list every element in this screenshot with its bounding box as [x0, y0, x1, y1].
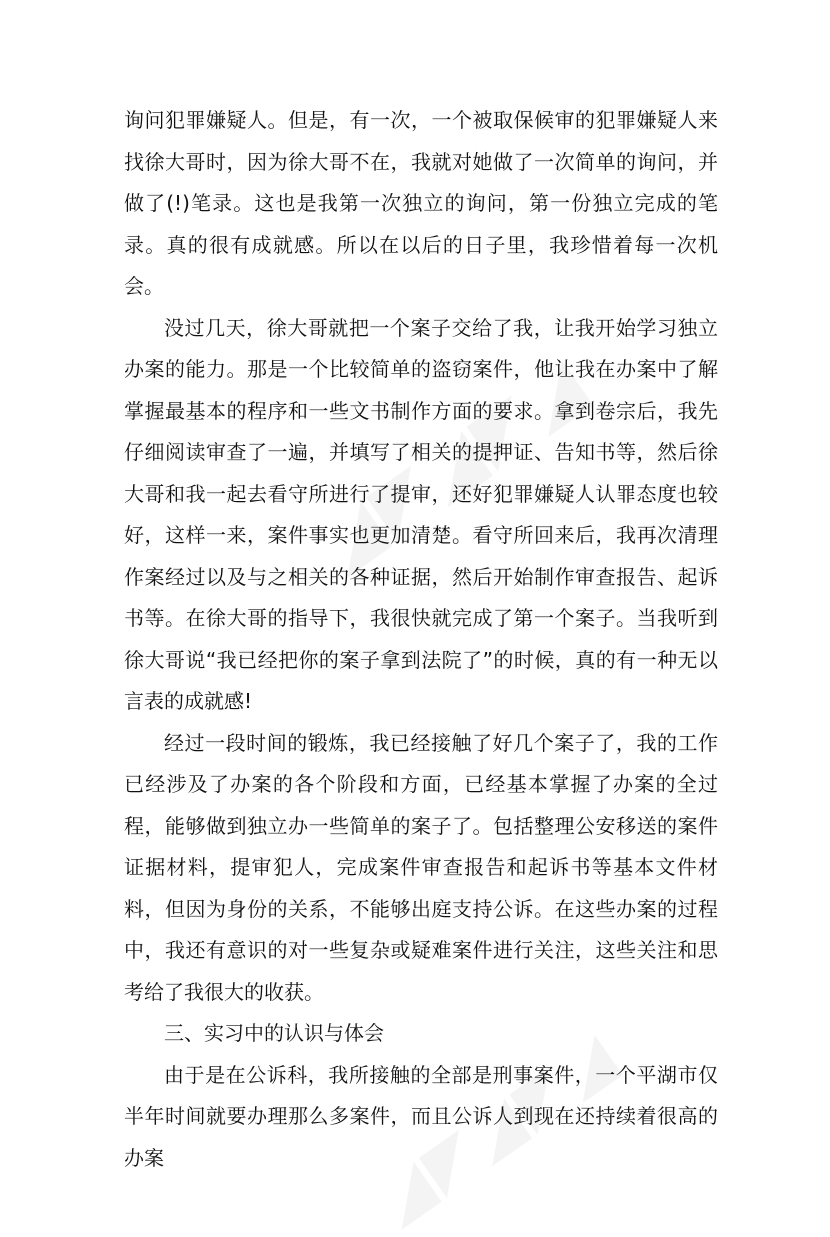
section-heading: 三、实习中的认识与体会 [164, 1021, 384, 1045]
paragraph-experience: 经过一段时间的锻炼，我已经接触了好几个案子了，我的工作已经涉及了办案的各个阶段和方面，已经基本掌握了办案的全过程，能够做到独立办一些简单的案子了。包括整理公安移送的案件证据材料，提审犯人，完成案件审查报告和起诉书等基本文件材料，但因为身份的关系，不能够出庭支持公诉。在这些办案的过程中，我还有意识的对一些复杂或疑难案件进行关注，这些关注和思考给了我很大的收获。 [124, 730, 718, 1004]
paragraph-continuation: 询问犯罪嫌疑人。但是，有一次，一个被取保候审的犯罪嫌疑人来找徐大哥时，因为徐大哥不在，我就对她做了一次简单的询问，并做了(!)笔录。这也是我第一次独立的询问，第一份独立完成的笔录。真的很有成就感。所以在以后的日子里，我珍惜着每一次机会。 [124, 108, 718, 298]
paragraph-first-case: 没过几天，徐大哥就把一个案子交给了我，让我开始学习独立办案的能力。那是一个比较简单的盗窃案件，他让我在办案中了解掌握最基本的程序和一些文书制作方面的要求。拿到卷宗后，我先仔细阅读审查了一遍，并填写了相关的提押证、告知书等，然后徐大哥和我一起去看守所进行了提审，还好犯罪嫌疑人认罪态度也较好，这样一来，案件事实也更加清楚。看守所回来后，我再次清理作案经过以及与之相关的各种证据，然后开始制作审查报告、起诉书等。在徐大哥的指导下，我很快就完成了第一个案子。当我听到徐大哥说“我已经把你的案子拿到法院了”的时候，真的有一种无以言表的成就感! [124, 315, 718, 713]
paragraph-insights: 由于是在公诉科，我所接触的全部是刑事案件，一个平湖市仅半年时间就要办理那么多案件，而且公诉人到现在还持续着很高的办案 [124, 1062, 718, 1170]
document-body [124, 100, 718, 1179]
